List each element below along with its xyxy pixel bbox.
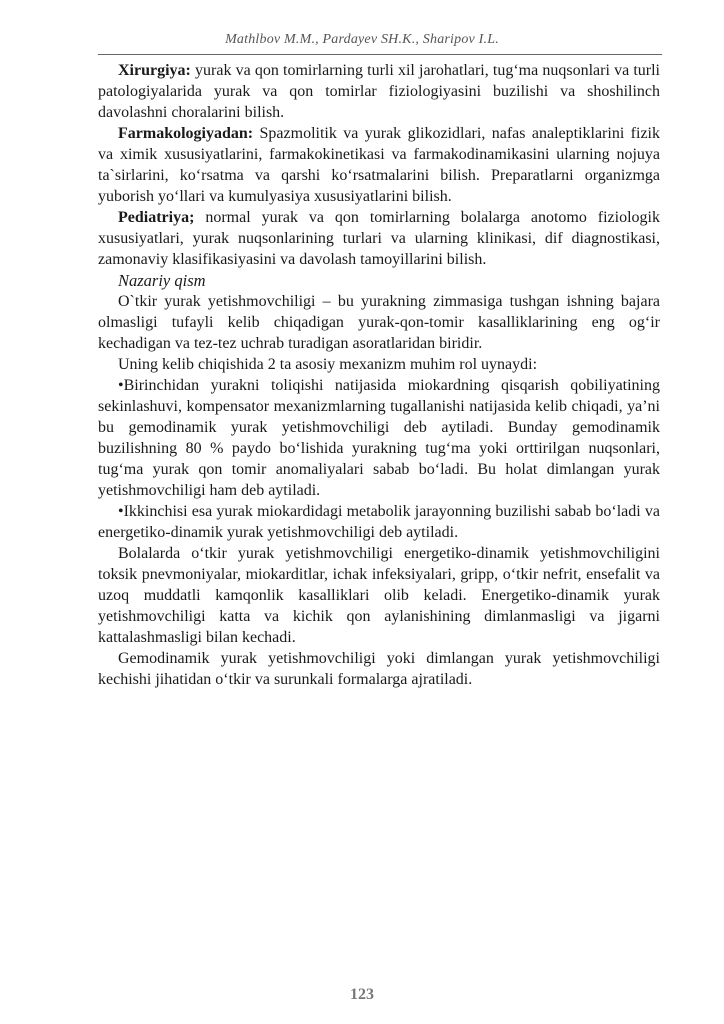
body-paragraph: Bolalarda o‘tkir yurak yetishmovchiligi energetiko-dinamik yetishmovchiligini toksik pnevmoniyalar, miokarditlar, ichak infeksiyalari, gripp, o‘tkir nefrit, ensefalit va uzoq muddatli kamqonlik kasalliklari olib keladi. Energetiko-dinamik yurak yetishmovchiligi katta va kichik qon aylanishining dimlanmasligi va jigarni kattalashmasligi bilan kechadi. — [98, 545, 660, 646]
paragraph-pediatrics — [98, 207, 660, 270]
term-pharmacology: Farmakologiyadan: — [118, 125, 254, 142]
running-head: Mathlbov M.M., Pardayev SH.K., Sharipov I.L. — [225, 32, 499, 47]
text-pediatrics: normal yurak va qon tomirlarning bolalarga anotomo fiziologik xususiyatlari, yurak nuqsonlarining turlari va ularning klinikasi, dif diagnostikasi, zamonaviy klasifikasiyasini va davolash tamoyillarini bilish. — [98, 209, 660, 268]
body-paragraph: Gemodinamik yurak yetishmovchiligi yoki dimlangan yurak yetishmovchiligi kechishi jihatidan o‘tkir va surunkali formalarga ajratiladi. — [98, 650, 660, 688]
body-paragraph: •Birinchidan yurakni toliqishi natijasida miokardning qisqarish qobiliyatining sekinlashuvi, kompensator mexanizmlarning tugallanishi natijasida kelib chiqadi, ya’ni bu gemodinamik yurak yetishmovchiligi deb aytiladi. Bunday gemodinamik buzilishning 80 % paydo bo‘lishida yurakning tug‘ma yoki orttirilgan nuqsonlari, tug‘ma yurak qon tomir anomaliyalari sabab bo‘ladi. Bu holat dimlangan yurak yetishmovchiligi ham deb aytiladi. — [98, 377, 660, 499]
paragraph-pharmacology — [98, 123, 660, 207]
page-number: 123 — [350, 986, 374, 1003]
term-surgery: Xirurgiya: — [118, 62, 191, 79]
section-subheading: Nazariy qism — [118, 271, 206, 290]
text-surgery: yurak va qon tomirlarning turli xil jarohatlari, tug‘ma nuqsonlari va turli patologiyalarida yurak va qon tomirlar fiziologiyasini buzilishi va shoshilinch davolashni choralarini bilish. — [98, 62, 660, 121]
paragraph-surgery — [98, 60, 660, 123]
text-pharmacology: Spazmolitik va yurak glikozidlari, nafas analeptiklarini fizik va ximik xususiyatlarini, farmakokinetikasi va farmakodinamikasini ularning nojuya ta`sirlarini, ko‘rsatma va qarshi ko‘rsatmalarini bilish. Preparatlarni organizmga yuborish yo‘llari va kumulyasiya xususiyatlarini bilish. — [98, 125, 660, 205]
body-paragraph: Uning kelib chiqishida 2 ta asosiy mexanizm muhim rol uynaydi: — [118, 356, 538, 373]
term-pediatrics: Pediatriya; — [118, 209, 195, 226]
page-body — [98, 60, 660, 690]
body-paragraph: O`tkir yurak yetishmovchiligi – bu yurakning zimmasiga tushgan ishning bajara olmasligi tufayli kelib chiqadigan yurak-qon-tomir kasalliklarining eng og‘ir kechadigan va tez-tez uchrab turadigan asoratlaridan biridir. — [98, 293, 660, 352]
header-rule — [98, 54, 662, 55]
body-paragraph: •Ikkinchisi esa yurak miokardidagi metabolik jarayonning buzilishi sabab bo‘ladi va energetiko-dinamik yurak yetishmovchiligi deb aytiladi. — [98, 503, 660, 541]
